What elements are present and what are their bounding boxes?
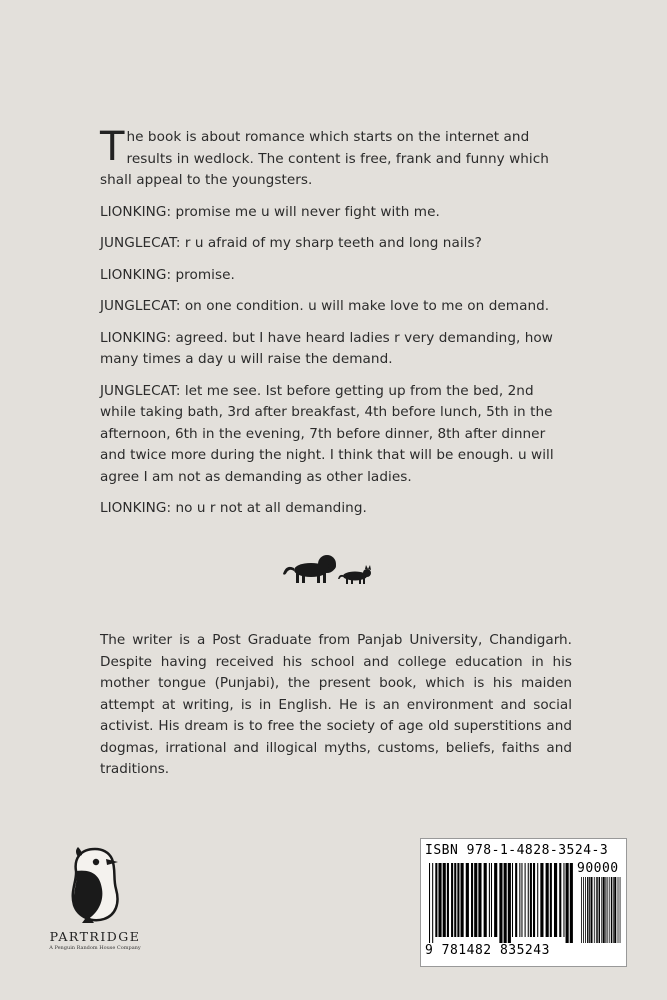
- dialogue-line: LIONKING: promise me u will never fight with me.: [100, 203, 440, 220]
- barcode-bar: [583, 877, 584, 943]
- barcode-bar: [528, 863, 529, 937]
- dialogue-line: LIONKING: no u r not at all demanding.: [100, 500, 367, 516]
- barcode-bar: [607, 877, 608, 943]
- ean-barcode-bars: [429, 863, 575, 943]
- barcode-bar: [494, 863, 497, 937]
- barcode-bar: [613, 877, 614, 943]
- barcode-bar: [429, 863, 430, 943]
- dialogue-line: JUNGLECAT: r u afraid of my sharp teeth and long nails?: [100, 235, 482, 251]
- dialogue-line: JUNGLECAT: let me see. Ist before getting up from the bed, 2nd while taking bath, 3rd after breakfast, 4th before lunch, 5th in the afternoon, 6th in the evening, 7th before dinner, 8th after dinner and twice more during the night. I think that will be enough. u will agree I am not as demanding as other ladies.: [100, 382, 554, 485]
- price-addon-number: 90000: [577, 861, 619, 876]
- barcode-bar: [566, 863, 569, 943]
- barcode-bar: [563, 863, 564, 937]
- barcode-bar: [499, 863, 502, 943]
- barcode-bar: [594, 877, 595, 943]
- barcode-bar: [597, 877, 598, 943]
- barcode-bar: [521, 863, 522, 937]
- barcode-bar: [590, 877, 592, 943]
- barcode-bar: [454, 863, 456, 937]
- bird-logo-icon: [66, 845, 124, 925]
- barcode-bar: [559, 863, 561, 937]
- lion-and-cat-icon: [281, 548, 385, 588]
- barcode-bar: [611, 877, 612, 943]
- barcode-bar: [609, 877, 610, 943]
- barcode-bar: [504, 863, 507, 943]
- barcode-bar: [451, 863, 453, 937]
- barcode-bar: [478, 863, 481, 937]
- barcode-bar: [443, 863, 446, 937]
- barcode-bar: [457, 863, 459, 937]
- barcode-bar: [554, 863, 557, 937]
- barcode-bar: [603, 877, 605, 943]
- barcode-bar: [550, 863, 552, 937]
- publisher-tagline: A Penguin Random House Company: [49, 945, 141, 951]
- barcode-bar: [596, 877, 597, 943]
- publisher-logo: [40, 845, 150, 965]
- barcode-bar: [585, 877, 586, 943]
- barcode-bar: [489, 863, 490, 937]
- author-bio: [100, 630, 572, 781]
- barcode-bar: [587, 877, 588, 943]
- drop-cap: T: [100, 124, 125, 170]
- barcode-bar: [614, 877, 616, 943]
- dialogue-line: LIONKING: agreed. but I have heard ladies r very demanding, how many times a day u will raise the demand.: [100, 329, 553, 367]
- addon-barcode-bars: [581, 877, 621, 943]
- lion-and-cat-illustration: [281, 548, 385, 588]
- barcode-bar: [432, 863, 433, 943]
- barcode-bar: [512, 863, 513, 937]
- barcode-bar: [601, 877, 602, 943]
- barcode-bar: [471, 863, 473, 937]
- barcode-bar: [438, 863, 441, 937]
- barcode-bar: [589, 877, 590, 943]
- ean-number: 9 781482 835243: [425, 943, 550, 958]
- barcode-bar: [466, 863, 469, 937]
- barcode-bar: [605, 877, 606, 943]
- back-cover-blurb: [100, 124, 570, 530]
- barcode-bar: [447, 863, 449, 937]
- dialogue-line: JUNGLECAT: on one condition. u will make love to me on demand.: [100, 298, 550, 314]
- author-bio-text: The writer is a Post Graduate from Panjab University, Chandigarh. Despite having received his school and college education in his mother tongue (Punjabi), the present book, which is his maiden attempt at writing, is in English. He is an environment and social activist. His dream is to free the society of age old superstitions and dogmas, irrational and illogical myths, customs, beliefs, faiths and traditions.: [100, 632, 572, 777]
- barcode-bar: [515, 863, 517, 937]
- isbn-barcode: [420, 838, 627, 967]
- publisher-name: PARTRIDGE: [49, 929, 141, 944]
- barcode-bar: [508, 863, 511, 943]
- barcode-bar: [618, 877, 619, 943]
- intro-text: he book is about romance which starts on the internet and results in wedlock. The content is free, frank and funny which shall appeal to the youngsters.: [100, 129, 549, 188]
- barcode-bar: [620, 877, 621, 943]
- barcode-bar: [530, 863, 532, 937]
- barcode-bar: [525, 863, 526, 937]
- barcode-bar: [474, 863, 477, 937]
- barcode-bar: [546, 863, 549, 937]
- barcode-bar: [540, 863, 543, 937]
- barcode-bar: [581, 877, 582, 943]
- barcode-bar: [435, 863, 437, 937]
- barcode-bar: [599, 877, 600, 943]
- barcode-bar: [484, 863, 487, 937]
- barcode-bar: [519, 863, 520, 937]
- barcode-bar: [461, 863, 464, 937]
- isbn-label: ISBN 978-1-4828-3524-3: [425, 843, 609, 858]
- intro-paragraph: [100, 124, 570, 192]
- barcode-bar: [533, 863, 535, 937]
- barcode-bar: [537, 863, 538, 937]
- dialogue-line: LIONKING: promise.: [100, 266, 235, 283]
- barcode-bar: [491, 863, 492, 937]
- barcode-bar: [570, 863, 573, 943]
